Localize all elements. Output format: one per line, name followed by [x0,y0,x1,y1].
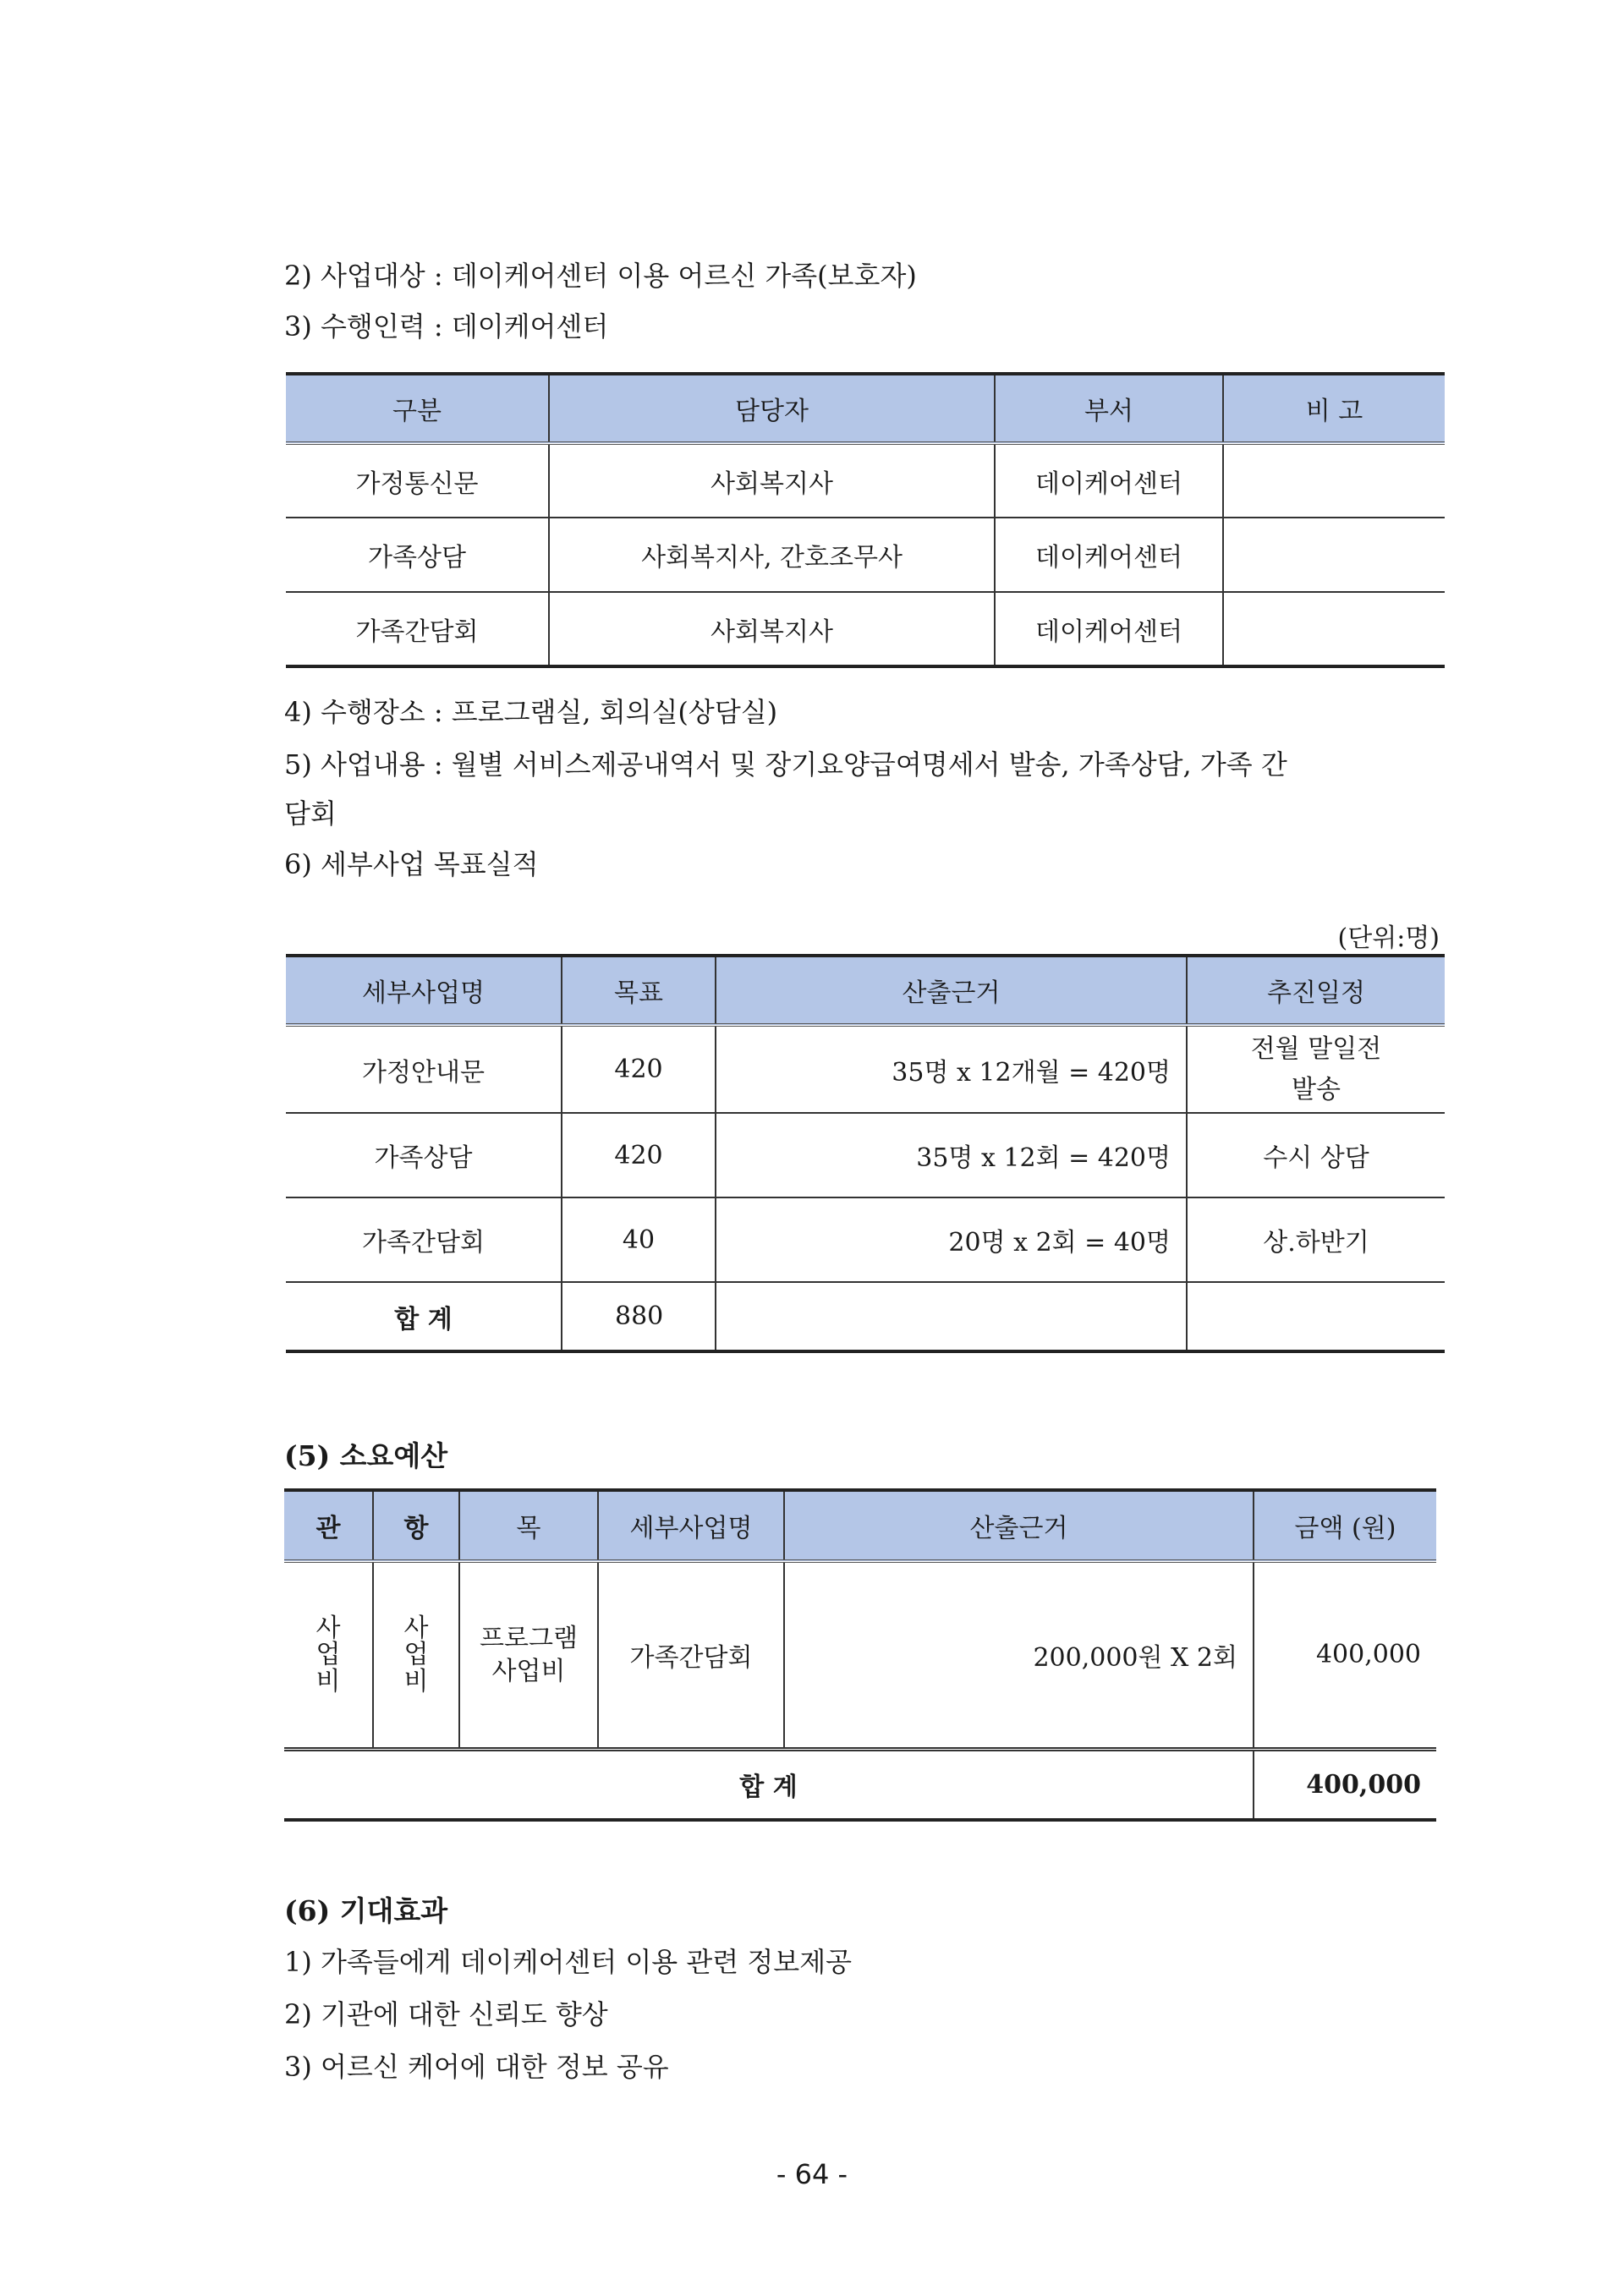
table-cell: 35명 x 12회 = 420명 [716,1113,1187,1197]
char: 업 [315,1640,341,1669]
table-cell: 상.하반기 [1187,1197,1445,1282]
header-cell: 항 [373,1490,459,1561]
table-cell: 420 [562,1025,716,1113]
place-line: 4) 수행장소 : 프로그램실, 회의실(상담실) [284,696,778,728]
gwan-cell [284,1561,373,1749]
table-row [286,1197,1445,1282]
table-cell: 400,000 [1254,1561,1436,1749]
effect-item: 3) 어르신 케어에 대한 정보 공유 [284,2051,669,2083]
total-label: 합 계 [284,1749,1254,1820]
total-value: 880 [562,1282,716,1351]
effect-item: 2) 기관에 대한 신뢰도 향상 [284,1998,608,2030]
table-cell: 사회복지사, 간호조무사 [549,518,995,592]
table-cell [716,1282,1187,1351]
schedule-text: 발송 [1292,1074,1341,1104]
staff-line: 3) 수행인력 : 데이케어센터 [284,310,609,342]
table-cell [1223,592,1445,666]
hang-cell [373,1561,459,1749]
table-cell: 200,000원 X 2회 [784,1561,1254,1749]
table-cell: 데이케어센터 [995,443,1223,518]
table-cell: 사회복지사 [549,592,995,666]
table-cell [1187,1025,1445,1113]
header-cell: 세부사업명 [598,1490,784,1561]
table-row [286,1113,1445,1197]
table-cell [1223,518,1445,592]
table-cell: 가족간담회 [598,1561,784,1749]
page-number: - 64 - [776,2158,848,2190]
budget-heading: (5) 소요예산 [284,1439,448,1472]
target-line: 2) 사업대상 : 데이케어센터 이용 어르신 가족(보호자) [284,260,917,292]
table-row [286,1025,1445,1113]
total-row [286,1282,1445,1351]
header-cell: 목 [459,1490,598,1561]
table-cell: 가족간담회 [286,592,549,666]
header-cell: 구분 [286,374,549,443]
table-cell: 가족간담회 [286,1197,562,1282]
char: 비 [403,1666,429,1696]
header-cell: 목표 [562,956,716,1025]
table-cell: 가정안내문 [286,1025,562,1113]
effects-heading: (6) 기대효과 [284,1894,448,1927]
table-cell: 가족상담 [286,518,549,592]
header-cell: 부서 [995,374,1223,443]
char: 비 [315,1666,341,1696]
effect-item: 1) 가족들에게 데이케어센터 이용 관련 정보제공 [284,1946,853,1978]
header-cell: 추진일정 [1187,956,1445,1025]
mok-text: 프로그램 [480,1623,578,1653]
table-cell: 데이케어센터 [995,518,1223,592]
mok-text: 사업비 [491,1656,566,1686]
table-row [286,518,1445,592]
header-cell: 비 고 [1223,374,1445,443]
table-row [286,592,1445,666]
table-cell: 데이케어센터 [995,592,1223,666]
table-cell: 40 [562,1197,716,1282]
header-cell: 산출근거 [784,1490,1254,1561]
table-cell [1187,1282,1445,1351]
schedule-text: 전월 말일전 [1250,1033,1382,1064]
unit-label: (단위:명) [1337,923,1440,953]
char: 사 [403,1613,429,1643]
header-cell: 금액 (원) [1254,1490,1436,1561]
table-row [284,1561,1436,1749]
char: 사 [315,1613,341,1643]
table-cell: 20명 x 2회 = 40명 [716,1197,1187,1282]
header-cell: 담당자 [549,374,995,443]
goal-table [286,954,1445,1353]
budget-table [284,1488,1436,1822]
staff-table [286,372,1445,668]
table-cell: 420 [562,1113,716,1197]
table-cell: 사회복지사 [549,443,995,518]
goal-line: 6) 세부사업 목표실적 [284,848,539,880]
total-value: 400,000 [1254,1749,1436,1820]
total-row [284,1749,1436,1820]
mok-cell [459,1561,598,1749]
table-row [286,443,1445,518]
table-cell: 수시 상담 [1187,1113,1445,1197]
total-label: 합 계 [286,1282,562,1351]
header-cell: 관 [284,1490,373,1561]
header-cell: 산출근거 [716,956,1187,1025]
char: 업 [403,1640,429,1669]
content-line-cont: 담회 [284,797,337,830]
table-cell [1223,443,1445,518]
table-cell: 가정통신문 [286,443,549,518]
table-cell: 35명 x 12개월 = 420명 [716,1025,1187,1113]
table-cell: 가족상담 [286,1113,562,1197]
header-cell: 세부사업명 [286,956,562,1025]
content-line: 5) 사업내용 : 월별 서비스제공내역서 및 장기요양급여명세서 발송, 가족상담, 가족 간 [284,748,1287,781]
